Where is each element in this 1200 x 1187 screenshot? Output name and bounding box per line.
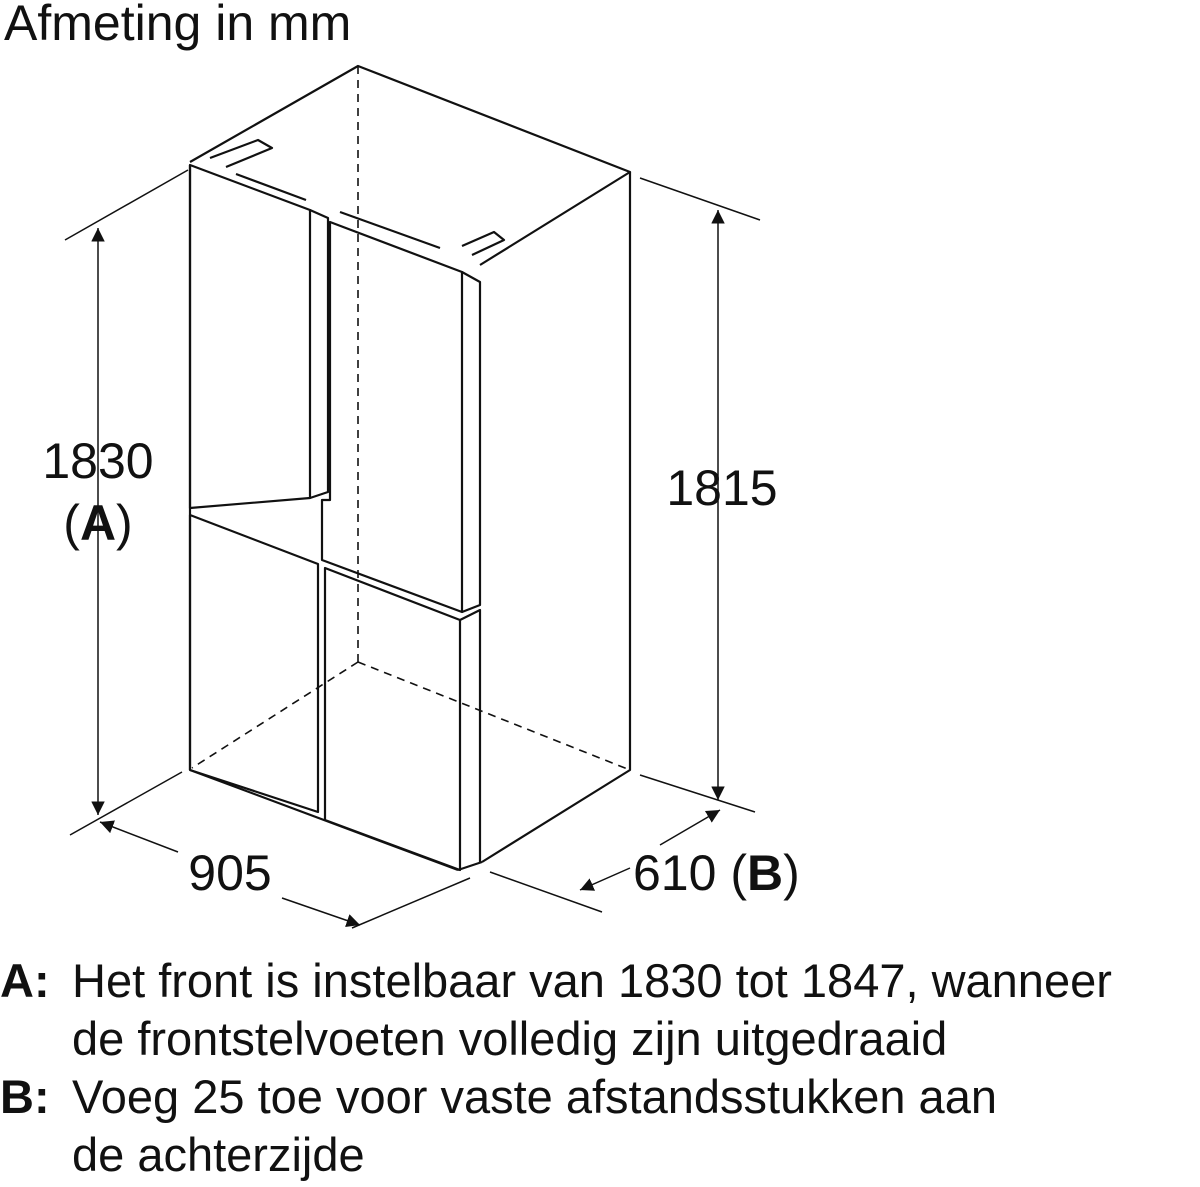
- fridge-side-outline: [482, 172, 630, 862]
- depth-label: 610 (B): [633, 845, 800, 901]
- depth-dimension-lower: [580, 868, 630, 890]
- footnote-key: A:: [0, 954, 50, 1007]
- upper-left-door: [190, 165, 310, 508]
- dimension-lines: [65, 170, 760, 928]
- page-title: Afmeting in mm: [4, 0, 352, 51]
- width-dimension-left: [100, 822, 178, 852]
- footnotes: [0, 952, 1200, 1184]
- footnote-text: Het front is instelbaar van 1830 tot 1847, wanneer de frontstelvoeten volledig zijn uitgedraaid: [72, 954, 1112, 1065]
- upper-right-door: [322, 222, 462, 612]
- height-front-ref-label: (A): [63, 495, 133, 551]
- hidden-edges: [192, 66, 630, 770]
- height-front-label: 1830: [42, 433, 154, 489]
- footnote-b: [0, 1068, 1200, 1184]
- fridge-top-outline: [190, 66, 630, 265]
- hinge-right: [462, 232, 504, 255]
- width-dimension-right: [282, 898, 360, 925]
- lower-left-drawer: [190, 515, 318, 812]
- fridge-body: [190, 66, 630, 870]
- height-side-label: 1815: [666, 460, 778, 516]
- footnote-text: Voeg 25 toe voor vaste afstandsstukken aan de achterzijde: [72, 1070, 997, 1181]
- lower-right-drawer: [325, 568, 460, 870]
- width-label: 905: [188, 845, 272, 901]
- footnote-a: [0, 952, 1200, 1068]
- depth-dimension-upper: [660, 810, 720, 845]
- footnote-key: B:: [0, 1070, 50, 1123]
